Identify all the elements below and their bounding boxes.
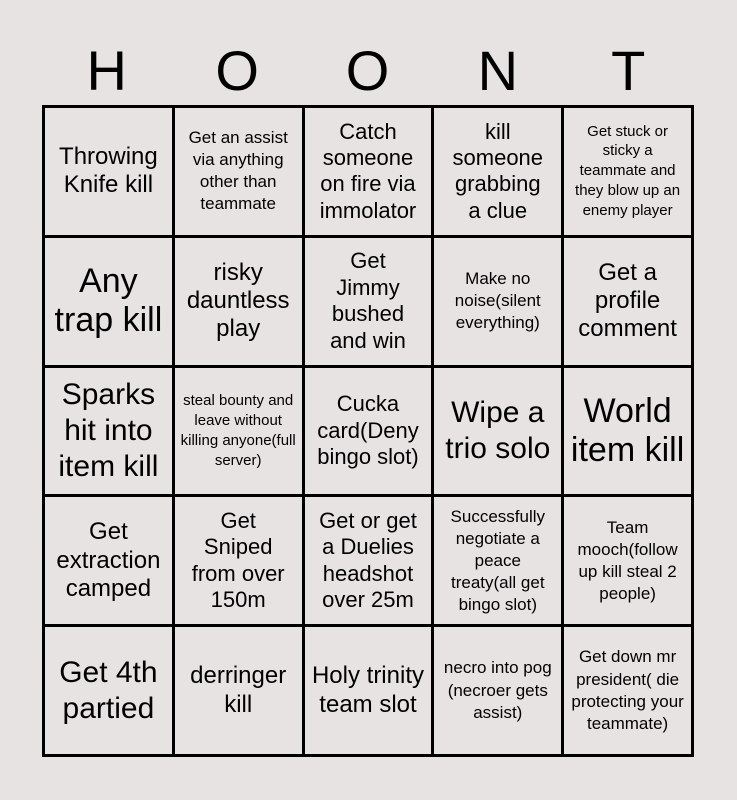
bingo-cell-text: Get or get a Duelies headshot over 25m xyxy=(319,508,417,613)
bingo-cell-r4c4[interactable] xyxy=(434,497,561,624)
bingo-cell-text: Make no noise(silent everything) xyxy=(454,269,541,333)
bingo-header xyxy=(42,38,694,104)
bingo-cell-r1c5[interactable] xyxy=(564,108,691,235)
bingo-cell-r2c3[interactable] xyxy=(305,238,432,365)
bingo-cell-text: Get an assist via anything other than teammate xyxy=(188,128,288,214)
bingo-cell-text: World item kill xyxy=(570,391,685,469)
bingo-cell-text: Any trap kill xyxy=(54,262,163,340)
bingo-cell-r4c1[interactable] xyxy=(45,497,172,624)
header-letter-5: T xyxy=(611,39,647,102)
header-letter-1: H xyxy=(86,39,128,102)
bingo-cell-r5c4[interactable] xyxy=(434,627,561,754)
bingo-cell-text: Get down mr president( die protecting your teammate) xyxy=(571,647,684,733)
bingo-cell-r2c5[interactable] xyxy=(564,238,691,365)
bingo-cell-r4c3[interactable] xyxy=(305,497,432,624)
bingo-cell-r3c4[interactable] xyxy=(434,368,561,495)
bingo-cell-r3c5[interactable] xyxy=(564,368,691,495)
bingo-cell-r5c1[interactable] xyxy=(45,627,172,754)
bingo-cell-r2c1[interactable] xyxy=(45,238,172,365)
bingo-cell-text: Get extraction camped xyxy=(56,518,161,602)
bingo-cell-r1c2[interactable] xyxy=(175,108,302,235)
bingo-cell-r1c3[interactable] xyxy=(305,108,432,235)
bingo-cell-text: risky dauntless play xyxy=(186,258,290,343)
bingo-cell-text: steal bounty and leave without killing anyone(full server) xyxy=(180,392,296,469)
bingo-cell-r1c4[interactable] xyxy=(434,108,561,235)
bingo-cell-text: derringer kill xyxy=(190,662,287,718)
bingo-cell-r1c1[interactable] xyxy=(45,108,172,235)
bingo-cell-text: Cucka card(Deny bingo slot) xyxy=(317,391,419,470)
bingo-cell-text: Get 4th partied xyxy=(59,655,158,725)
bingo-cell-text: Throwing Knife kill xyxy=(59,143,158,199)
bingo-cell-text: Get a profile comment xyxy=(578,258,677,343)
bingo-cell-text: Get Jimmy bushed and win xyxy=(330,248,406,353)
bingo-cell-text: necro into pog (necroer gets assist) xyxy=(443,658,552,722)
bingo-cell-text: Get stuck or sticky a teammate and they blow up an enemy player xyxy=(575,122,681,220)
bingo-cell-text: Catch someone on fire via immolator xyxy=(319,118,417,223)
header-letter-4: N xyxy=(477,39,520,102)
bingo-cell-text: Holy trinity team slot xyxy=(311,662,424,718)
bingo-cell-r3c1[interactable] xyxy=(45,368,172,495)
bingo-cell-r4c2[interactable] xyxy=(175,497,302,624)
bingo-cell-text: Team mooch(follow up kill steal 2 people) xyxy=(577,517,678,603)
bingo-cell-r3c2[interactable] xyxy=(175,368,302,495)
bingo-cell-r2c2[interactable] xyxy=(175,238,302,365)
bingo-cell-text: kill someone grabbing a clue xyxy=(452,118,544,223)
bingo-cell-r3c3[interactable] xyxy=(305,368,432,495)
bingo-cell-text: Get Sniped from over 150m xyxy=(191,508,285,613)
bingo-cell-r5c5[interactable] xyxy=(564,627,691,754)
header-letter-2: O xyxy=(215,39,260,102)
bingo-cell-text: Wipe a trio solo xyxy=(445,395,551,465)
bingo-cell-r4c5[interactable] xyxy=(564,497,691,624)
bingo-cell-r5c2[interactable] xyxy=(175,627,302,754)
bingo-board xyxy=(42,105,694,757)
bingo-cell-r5c3[interactable] xyxy=(305,627,432,754)
header-letter-3: O xyxy=(345,39,391,102)
bingo-cell-r2c4[interactable] xyxy=(434,238,561,365)
bingo-cell-text: Sparks hit into item kill xyxy=(58,377,159,483)
bingo-cell-text: Successfully negotiate a peace treaty(all get bingo slot) xyxy=(450,506,546,614)
